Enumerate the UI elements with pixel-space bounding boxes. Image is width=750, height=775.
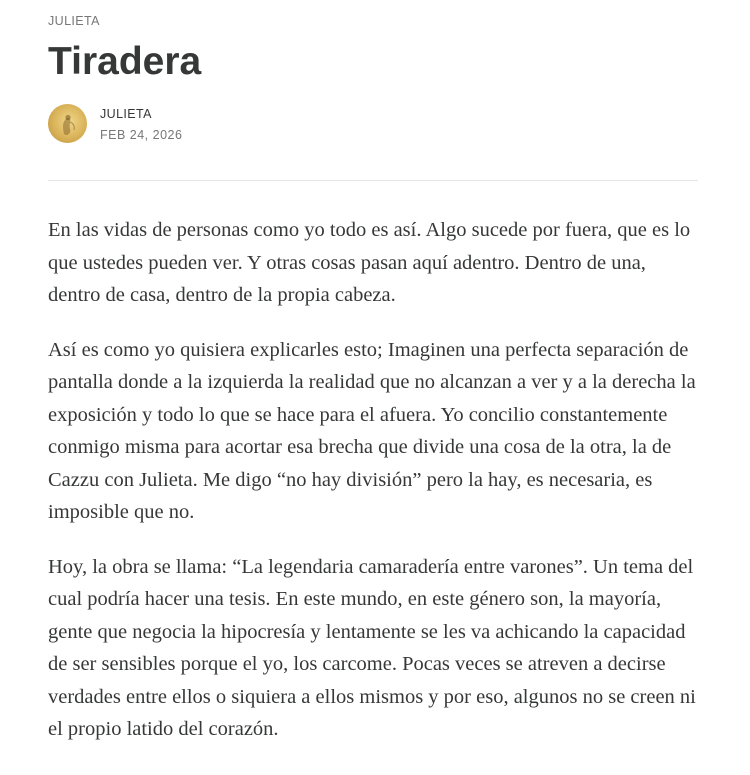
author-name-link[interactable]: JULIETA xyxy=(100,107,152,121)
author-avatar[interactable] xyxy=(48,104,87,143)
header-divider xyxy=(48,180,698,181)
post-title: Tiradera xyxy=(48,40,202,83)
publication-name-link[interactable]: JULIETA xyxy=(48,14,100,28)
post-date: FEB 24, 2026 xyxy=(100,128,183,142)
body-paragraph: Así es como yo quisiera explicarles esto; Imaginen una perfecta separación de pantalla donde a la izquierda la realidad que no alcanzan a ver y a la derecha la exposición y todo lo que se hace para el afuera. Yo concilio constantemente conmigo misma para acortar esa brecha que divide una cosa de la otra, la de Cazzu con Julieta. Me digo “no hay división” pero la hay, es necesaria, es imposible que no. xyxy=(48,338,696,523)
body-paragraph: Hoy, la obra se llama: “La legendaria camaradería entre varones”. Un tema del cual podría hacer una tesis. En este mundo, en este género son, la mayoría, gente que negocia la hipocresía y lentamente se les va achicando la capacidad de ser sensibles porque el yo, los carcome. Pocas veces se atreven a decirse verdades entre ellos o siquiera a ellos mismos y por eso, algunos no se creen ni el propio latido del corazón. xyxy=(48,555,696,740)
byline xyxy=(48,104,448,144)
post-body xyxy=(48,214,698,768)
author-avatar-image xyxy=(48,104,87,143)
body-paragraph: En las vidas de personas como yo todo es así. Algo sucede por fuera, que es lo que ustedes pueden ver. Y otras cosas pasan aquí adentro. Dentro de una, dentro de casa, dentro de la propia cabeza. xyxy=(48,219,691,306)
